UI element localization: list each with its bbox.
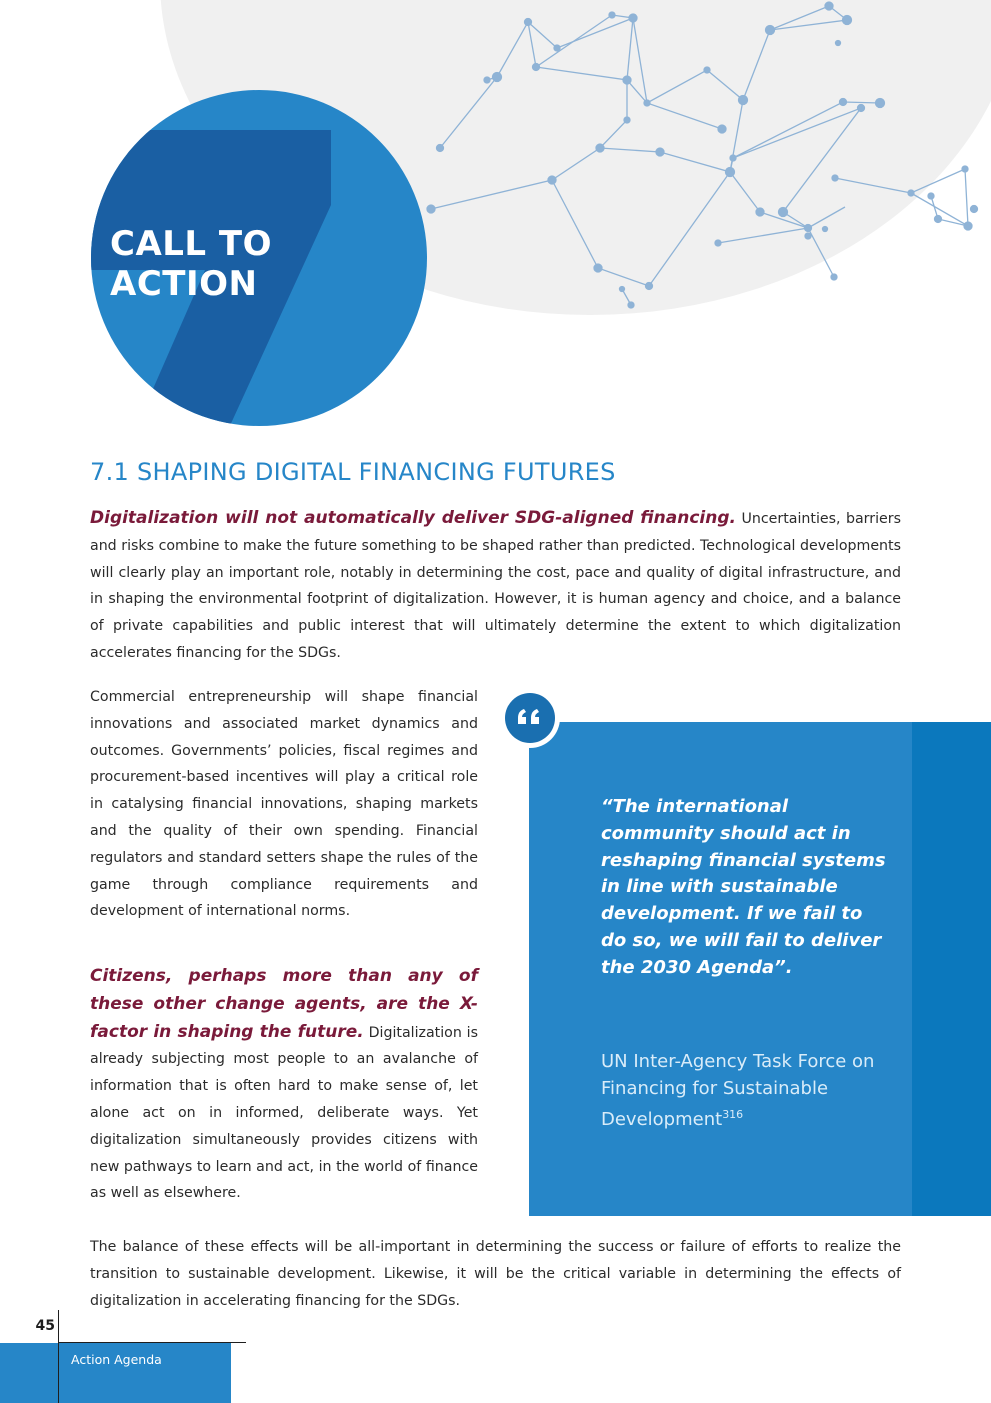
quote-side-strip (912, 722, 991, 1216)
quote-text: “The international community should act in reshaping financial systems in line with sustainable development. If we fail to do so, we will fail to deliver the 2030 Agenda”. (601, 796, 886, 978)
citizens-paragraph (90, 963, 478, 1207)
page-number: 45 (35, 1318, 55, 1334)
footer-section-label: Action Agenda (71, 1352, 162, 1367)
quote-glyph (505, 693, 555, 743)
intro-body: Uncertainties, barriers and risks combine to make the future something to be shaped rather than predicted. Technological developments will clearly play an important role, notably in determining the cost, pace and quality of digital infrastructure, and in shaping the environmental footprint of digitalization. However, it is human agency and choice, and a balance of private capabilities and public interest that will ultimately determine the extent to which digitalization accelerates financing for the SDGs. (90, 511, 901, 661)
commercial-paragraph (90, 684, 478, 925)
quote-attribution-text: UN Inter-Agency Task Force on Financing for Sustainable Development (601, 1051, 875, 1131)
closing-paragraph (90, 1234, 901, 1314)
quote-footnote: 316 (722, 1108, 744, 1122)
citizens-lead: Citizens, perhaps more than any of these other change agents, are the X-factor in shaping the future. (90, 966, 478, 1042)
chapter-hero (0, 0, 991, 440)
section-heading: 7.1 SHAPING DIGITAL FINANCING FUTURES (90, 458, 616, 486)
chapter-title (110, 224, 272, 304)
commercial-body: Commercial entrepreneurship will shape financial innovations and associated market dynamics and outcomes. Governments’ policies, fiscal regimes and procurement-based incentives will play a critical role in catalysing financial innovations, shaping markets and the quality of their own spending. Financial regulators and standard setters shape the rules of the game through compliance requirements and development of international norms. (90, 689, 478, 920)
footer-divider-horizontal (58, 1342, 246, 1343)
footer-divider-vertical (58, 1310, 59, 1403)
quote-attribution (601, 1049, 891, 1134)
citizens-body: Digitalization is already subjecting most people to an avalanche of information that is often hard to make sense of, let alone act on in informed, deliberate ways. Yet digitalization simultaneously provides citizens with new pathways to learn and act, in the world of finance as well as elsewhere. (90, 1024, 478, 1202)
closing-body: The balance of these effects will be all-important in determining the success or failure of efforts to realize the transition to sustainable development. Likewise, it will be the critical variable in determining the effects of digitalization in accelerating financing for the SDGs. (90, 1239, 901, 1309)
intro-paragraph (90, 505, 901, 667)
chapter-title-line2: ACTION (110, 264, 258, 304)
quote-mark-icon (500, 688, 560, 748)
chapter-title-line1: CALL TO (110, 224, 273, 264)
intro-lead: Digitalization will not automatically deliver SDG-aligned financing. (90, 508, 736, 528)
